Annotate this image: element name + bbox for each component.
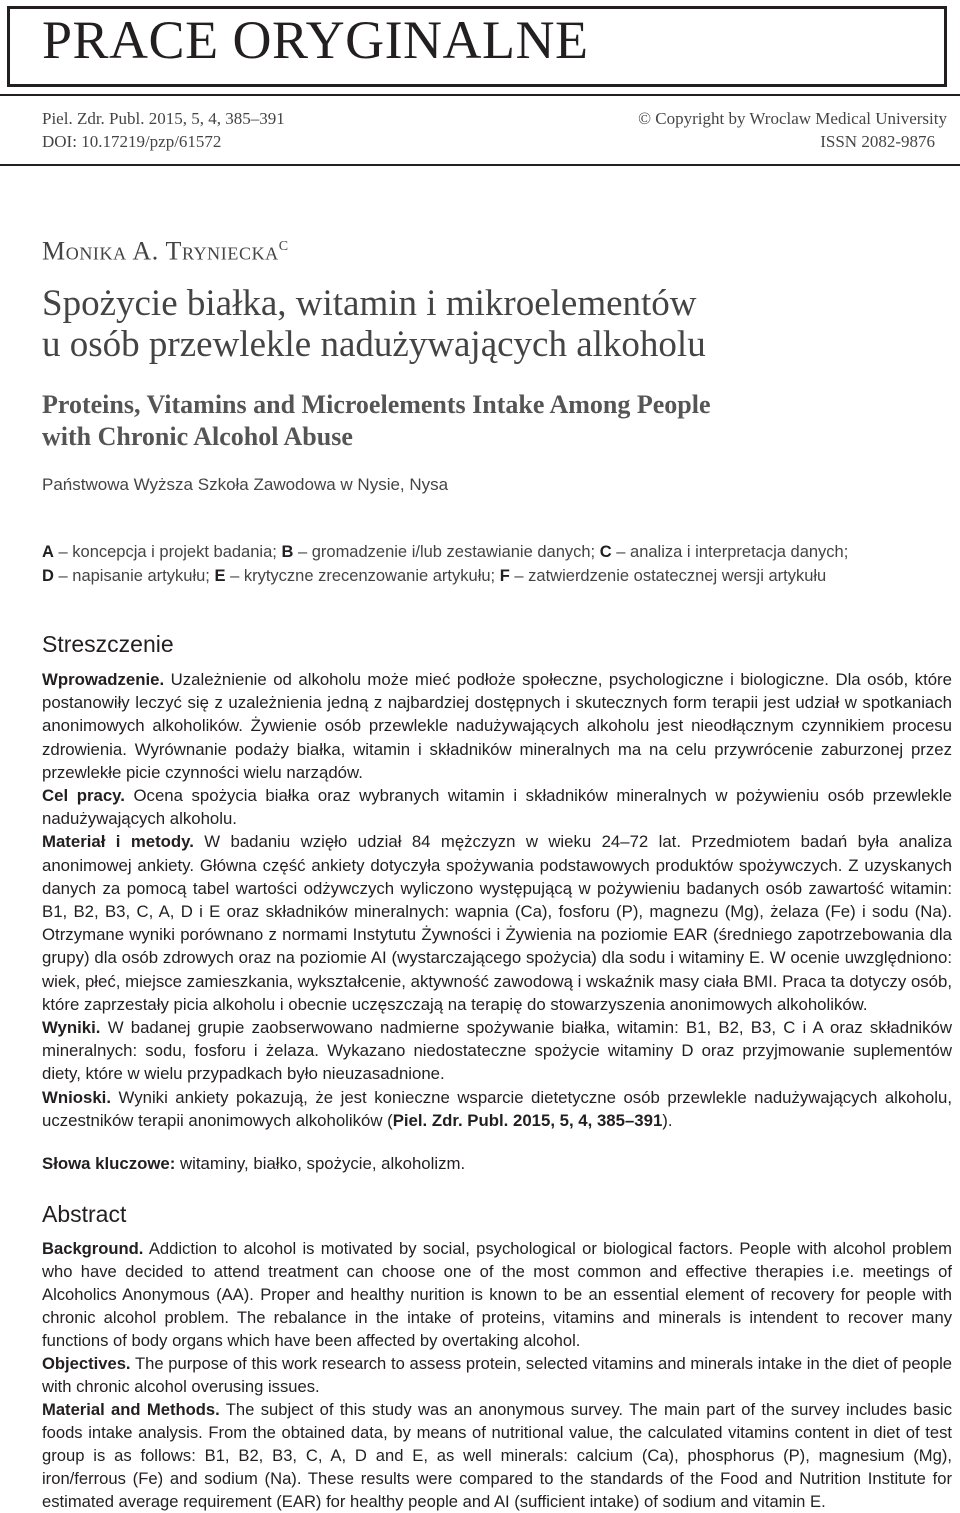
streszczenie-body	[42, 668, 952, 1132]
author-roles: C	[278, 239, 289, 254]
background-label: Background.	[42, 1239, 144, 1258]
contribution-text: koncepcja i projekt badania;	[72, 543, 277, 561]
results-paragraph	[42, 1016, 952, 1086]
objectives-label: Objectives.	[42, 1354, 131, 1373]
title-pl-line-1: Spożycie białka, witamin i mikroelementów	[42, 283, 697, 324]
contributions-line-1: A – koncepcja i projekt badania; B – gromadzenie i/lub zestawianie danych; C – analiza i interpretacja danych;	[42, 543, 849, 561]
intro-text: Uzależnienie od alkoholu może mieć podłoże społeczne, psychologiczne i biologiczne. Dla osób, które postanowiły leczyć się z uzależnienia jedną z najbardziej dostępnych i skutecznych form terapii jest udział w spotkaniach anonimowych alkoholików. Żywienie osób przewlekle nadużywających alkoholu jest nieodłącznym czynnikiem procesu zdrowienia. Wyrównanie podaży białka, witamin i składników mineralnych ma na celu przywrócenie zaburzonej przez przewlekłe picie czynności wielu narządów.	[42, 670, 952, 782]
contributions-legend	[42, 540, 942, 588]
objectives-paragraph	[42, 1352, 952, 1398]
methods-label: Materiał i metody.	[42, 832, 194, 852]
title-en-line-1: Proteins, Vitamins and Microelements Intake Among People	[42, 390, 711, 419]
keywords	[42, 1154, 465, 1174]
results-text: W badanej grupie zaobserwowano nadmierne spożywanie białka, witamin: B1, B2, B3, C i A oraz składników mineralnych: sodu, fosforu i żelaza. Wykazano niedostateczne spożycie witaminy D oraz przyjmowanie suplementów diety, które w wielu przypadkach było nieuzasadnione.	[42, 1018, 952, 1084]
keywords-text: witaminy, białko, spożycie, alkoholizm.	[180, 1154, 466, 1173]
conclusions-end: ).	[662, 1110, 673, 1130]
contribution-text: zatwierdzenie ostatecznej wersji artykułu	[528, 567, 827, 585]
keywords-label: Słowa kluczowe:	[42, 1154, 176, 1173]
affiliation: Państwowa Wyższa Szkoła Zawodowa w Nysie, Nysa	[42, 475, 449, 494]
contribution-letter: E	[214, 567, 226, 585]
article-title-en	[42, 389, 942, 453]
results-label: Wyniki.	[42, 1018, 101, 1038]
methods-paragraph	[42, 830, 952, 1016]
aim-text: Ocena spożycia białka oraz wybranych witamin i składników mineralnych w pożywieniu osób przewlekle nadużywających alkoholu.	[42, 786, 952, 829]
contribution-letter: D	[42, 567, 54, 585]
abstract-body	[42, 1237, 952, 1513]
contribution-letter: B	[281, 543, 294, 561]
conclusions-paragraph	[42, 1086, 952, 1132]
objectives-text: The purpose of this work research to assess protein, selected vitamins and minerals intake in the diet of people with chronic alcohol overusing issues.	[42, 1354, 952, 1396]
contribution-letter: F	[499, 567, 510, 585]
contribution-letter: A	[42, 543, 54, 561]
material-methods-paragraph	[42, 1398, 952, 1513]
contribution-text: krytyczne zrecenzowanie artykułu;	[243, 567, 496, 585]
title-en-line-2: with Chronic Alcohol Abuse	[42, 422, 353, 451]
material-methods-text: The subject of this study was an anonymous survey. The main part of the survey includes basic foods intake analysis. From the obtained data, by means of nutritional value, the calculated vitamins content in diet of test group is as follows: B1, B2, B3, C, A, D and E, as well minerals: calcium (Ca), phosphorus (P), magnesium (Mg), iron/ferrous (Fe) and sodium (Na). These results were compared to the standards of the Food and Nutrition Institute for estimated average requirement (EAR) for healthy people and AI (sufficient intake) of sodium and vitamin E.	[42, 1400, 952, 1511]
header-divider	[0, 164, 960, 166]
copyright-block	[638, 107, 947, 153]
background-text: Addiction to alcohol is motivated by social, psychological or biological factors. People with alcohol problem who have decided to attend treatment can choose one of the most common and effective therapies i.e. meetings of Alcoholics Anonymous (AA). Proper and healthy nurition is known to be an essential element of recovery for people with chronic alcohol problem. The rebalance in the intake of proteins, vitamins and minerals is intendent to recover many functions of body organs which have been affected by overtaking alcohol.	[42, 1239, 952, 1350]
conclusions-label: Wnioski.	[42, 1087, 111, 1107]
conclusions-text: Wyniki ankiety pokazują, że jest konieczne wsparcie dietetyczne osób przewlekle nadużywających alkoholu, uczestników terapii anonimowych alkoholików (	[42, 1087, 952, 1130]
aim-paragraph	[42, 784, 952, 830]
material-methods-label: Material and Methods.	[42, 1400, 220, 1419]
contribution-text: analiza i interpretacja danych;	[630, 543, 849, 561]
streszczenie-heading: Streszczenie	[42, 631, 174, 657]
intro-label: Wprowadzenie.	[42, 670, 165, 689]
background-paragraph	[42, 1237, 952, 1352]
contribution-text: gromadzenie i/lub zestawianie danych;	[311, 543, 596, 561]
abstract-heading: Abstract	[42, 1201, 127, 1227]
author-name	[42, 232, 289, 267]
article-title-pl	[42, 283, 942, 365]
copyright-notice: © Copyright by Wroclaw Medical University	[638, 109, 947, 128]
aim-label: Cel pracy.	[42, 786, 125, 806]
doi-link[interactable]: DOI: 10.17219/pzp/61572	[42, 132, 222, 151]
journal-citation: Piel. Zdr. Publ. 2015, 5, 4, 385–391	[42, 109, 285, 128]
contributions-line-2: D – napisanie artykułu; E – krytyczne zrecenzowanie artykułu; F – zatwierdzenie ostatecznej wersji artykułu	[42, 567, 827, 585]
citation-block	[42, 107, 285, 153]
issn: ISSN 2082-9876	[820, 132, 935, 151]
top-divider	[0, 94, 960, 96]
title-pl-line-2: u osób przewlekle nadużywających alkoholu	[42, 324, 706, 365]
intro-paragraph	[42, 668, 952, 784]
author-text: Monika A. Tryniecka	[42, 236, 279, 266]
section-title: PRACE ORYGINALNE	[42, 10, 589, 70]
conclusions-citation: Piel. Zdr. Publ. 2015, 5, 4, 385–391	[392, 1110, 663, 1130]
contribution-letter: C	[599, 543, 612, 561]
methods-text: W badaniu wzięło udział 84 mężczyzn w wieku 24–72 lat. Przedmiotem badań była analiza anonimowej ankiety. Główna część ankiety dotyczyła spożywania podstawowych produktów spożywczych. Z uzyskanych danych za pomocą tabel wartości odżywczych wyliczono występującą w pożywieniu badanych osób zawartość witamin: B1, B2, B3, C, A, D i E oraz składników mineralnych: wapnia (Ca), fosforu (P), magnezu (Mg), żelaza (Fe) i sodu (Na). Otrzymane wyniki porównano z normami Instytutu Żywności i Żywienia na poziomie EAR (średniego zapotrzebowania dla grupy) dla osób zdrowych oraz na poziomie AI (wystarczającego spożycia) dla sodu i witaminy E. W ocenie uwzględniono: wiek, płeć, miejsce zamieszkania, wykształcenie, aktywność zawodową i wskaźnik masy ciała BMI. Praca ta dotyczy osób, które zaprzestały picia alkoholu i obecnie uczęszczają na terapię do stowarzyszenia anonimowych alkoholików.	[42, 832, 952, 1014]
contribution-text: napisanie artykułu;	[72, 567, 210, 585]
